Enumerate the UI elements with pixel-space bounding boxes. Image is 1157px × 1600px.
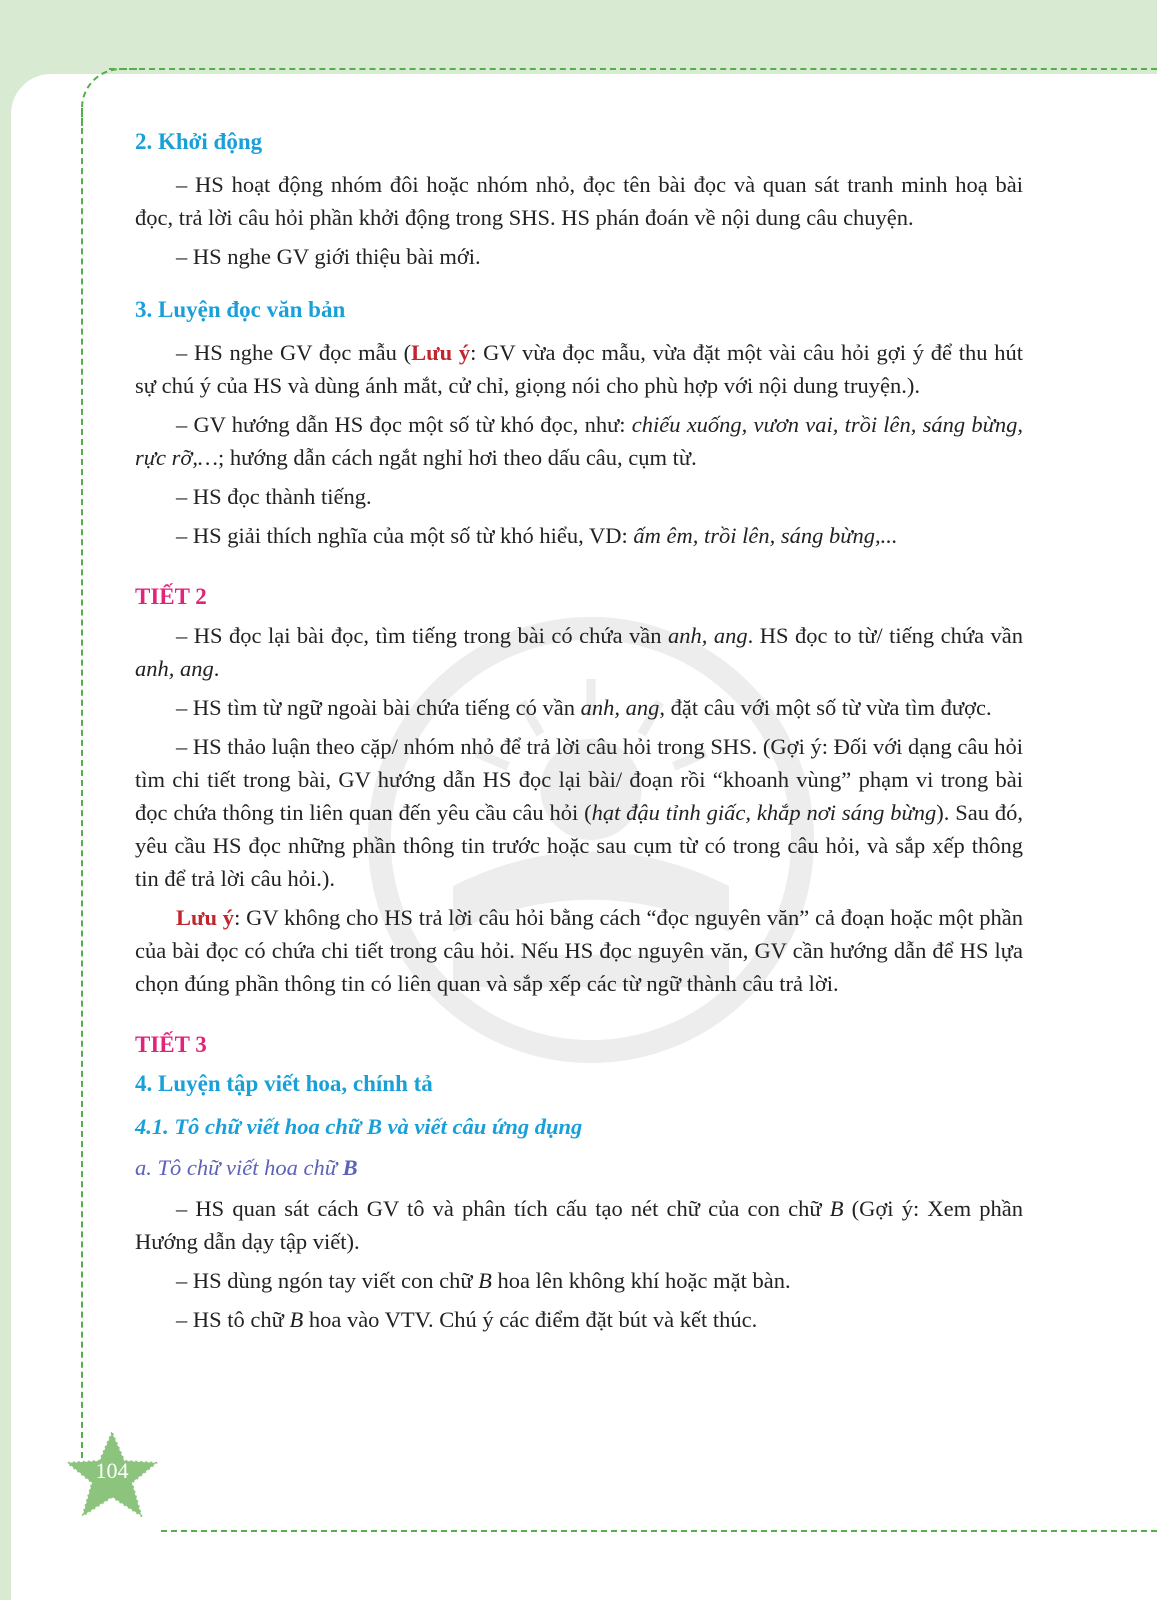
dashed-border-top xyxy=(109,68,1157,70)
dashed-border-left xyxy=(81,108,83,1458)
paragraph: – HS quan sát cách GV tô và phân tích cấu tạo nét chữ của con chữ B (Gợi ý: Xem phần Hướng dẫn dạy tập viết). xyxy=(135,1196,1024,1254)
paragraph: – HS giải thích nghĩa của một số từ khó hiểu, VD: ấm êm, trồi lên, sáng bừng,... xyxy=(176,523,898,548)
section-4-title: 4. Luyện tập viết hoa, chính tả xyxy=(135,1071,433,1096)
paragraph: Lưu ý: GV không cho HS trả lời câu hỏi bằng cách “đọc nguyên văn” cả đoạn hoặc một phần của bài đọc có chứa chi tiết trong câu hỏi. Nếu HS đọc nguyên văn, GV cần hướng dẫn để HS lựa chọn đúng phần thông tin có liên quan và sắp xếp các từ ngữ thành câu trả lời. xyxy=(135,905,1024,996)
paragraph: – HS nghe GV đọc mẫu (Lưu ý: GV vừa đọc mẫu, vừa đặt một vài câu hỏi gợi ý để thu hút sự chú ý của HS và dùng ánh mắt, cử chỉ, giọng nói cho phù hợp với nội dung truyện.). xyxy=(135,340,1023,398)
section-4-1-a-title: a. Tô chữ viết hoa chữ B xyxy=(135,1155,358,1180)
paragraph: – HS nghe GV giới thiệu bài mới. xyxy=(176,244,481,269)
note-label: Lưu ý xyxy=(411,340,471,365)
page-number: 104 xyxy=(95,1458,129,1483)
dashed-border-bottom xyxy=(161,1530,1157,1532)
section-4-1-title: 4.1. Tô chữ viết hoa chữ B và viết câu ứng dụng xyxy=(135,1114,583,1139)
paragraph: – HS dùng ngón tay viết con chữ B hoa lên không khí hoặc mặt bàn. xyxy=(176,1268,791,1293)
paragraph: – GV hướng dẫn HS đọc một số từ khó đọc, như: chiếu xuống, vươn vai, trồi lên, sáng bừng, rực rỡ,…; hướng dẫn cách ngắt nghỉ hơi theo dấu câu, cụm từ. xyxy=(135,412,1023,470)
paragraph: – HS tìm từ ngữ ngoài bài chứa tiếng có vần anh, ang, đặt câu với một số từ vừa tìm được. xyxy=(176,695,992,720)
section-3-title: 3. Luyện đọc văn bản xyxy=(135,297,346,322)
tiet-3-heading: TIẾT 3 xyxy=(135,1032,207,1057)
paragraph: – HS thảo luận theo cặp/ nhóm nhỏ để trả lời câu hỏi trong SHS. (Gợi ý: Đối với dạng câu hỏi tìm chi tiết trong bài, GV hướng dẫn HS đọc lại bài/ đoạn rồi “khoanh vùng” phạm vi trong bài đọc chứa thông tin liên quan đến yêu cầu câu hỏi (hạt đậu tỉnh giấc, khắp nơi sáng bừng). Sau đó, yêu cầu HS đọc những phần thông tin trước hoặc sau cụm từ có trong câu hỏi, và sắp xếp thông tin để trả lời câu hỏi.). xyxy=(135,734,1023,891)
paragraph: – HS đọc thành tiếng. xyxy=(176,484,372,509)
paragraph: – HS tô chữ B hoa vào VTV. Chú ý các điểm đặt bút và kết thúc. xyxy=(176,1307,758,1332)
tiet-2-heading: TIẾT 2 xyxy=(135,584,207,609)
main-content xyxy=(135,125,1023,1342)
note-label: Lưu ý xyxy=(176,905,235,930)
paragraph: – HS đọc lại bài đọc, tìm tiếng trong bài có chứa vần anh, ang. HS đọc to từ/ tiếng chứa vần anh, ang. xyxy=(135,623,1024,681)
section-2-title: 2. Khởi động xyxy=(135,129,263,154)
paragraph: – HS hoạt động nhóm đôi hoặc nhóm nhỏ, đọc tên bài đọc và quan sát tranh minh hoạ bài đọc, trả lời câu hỏi phần khởi động trong SHS. HS phán đoán về nội dung câu chuyện. xyxy=(135,172,1023,230)
